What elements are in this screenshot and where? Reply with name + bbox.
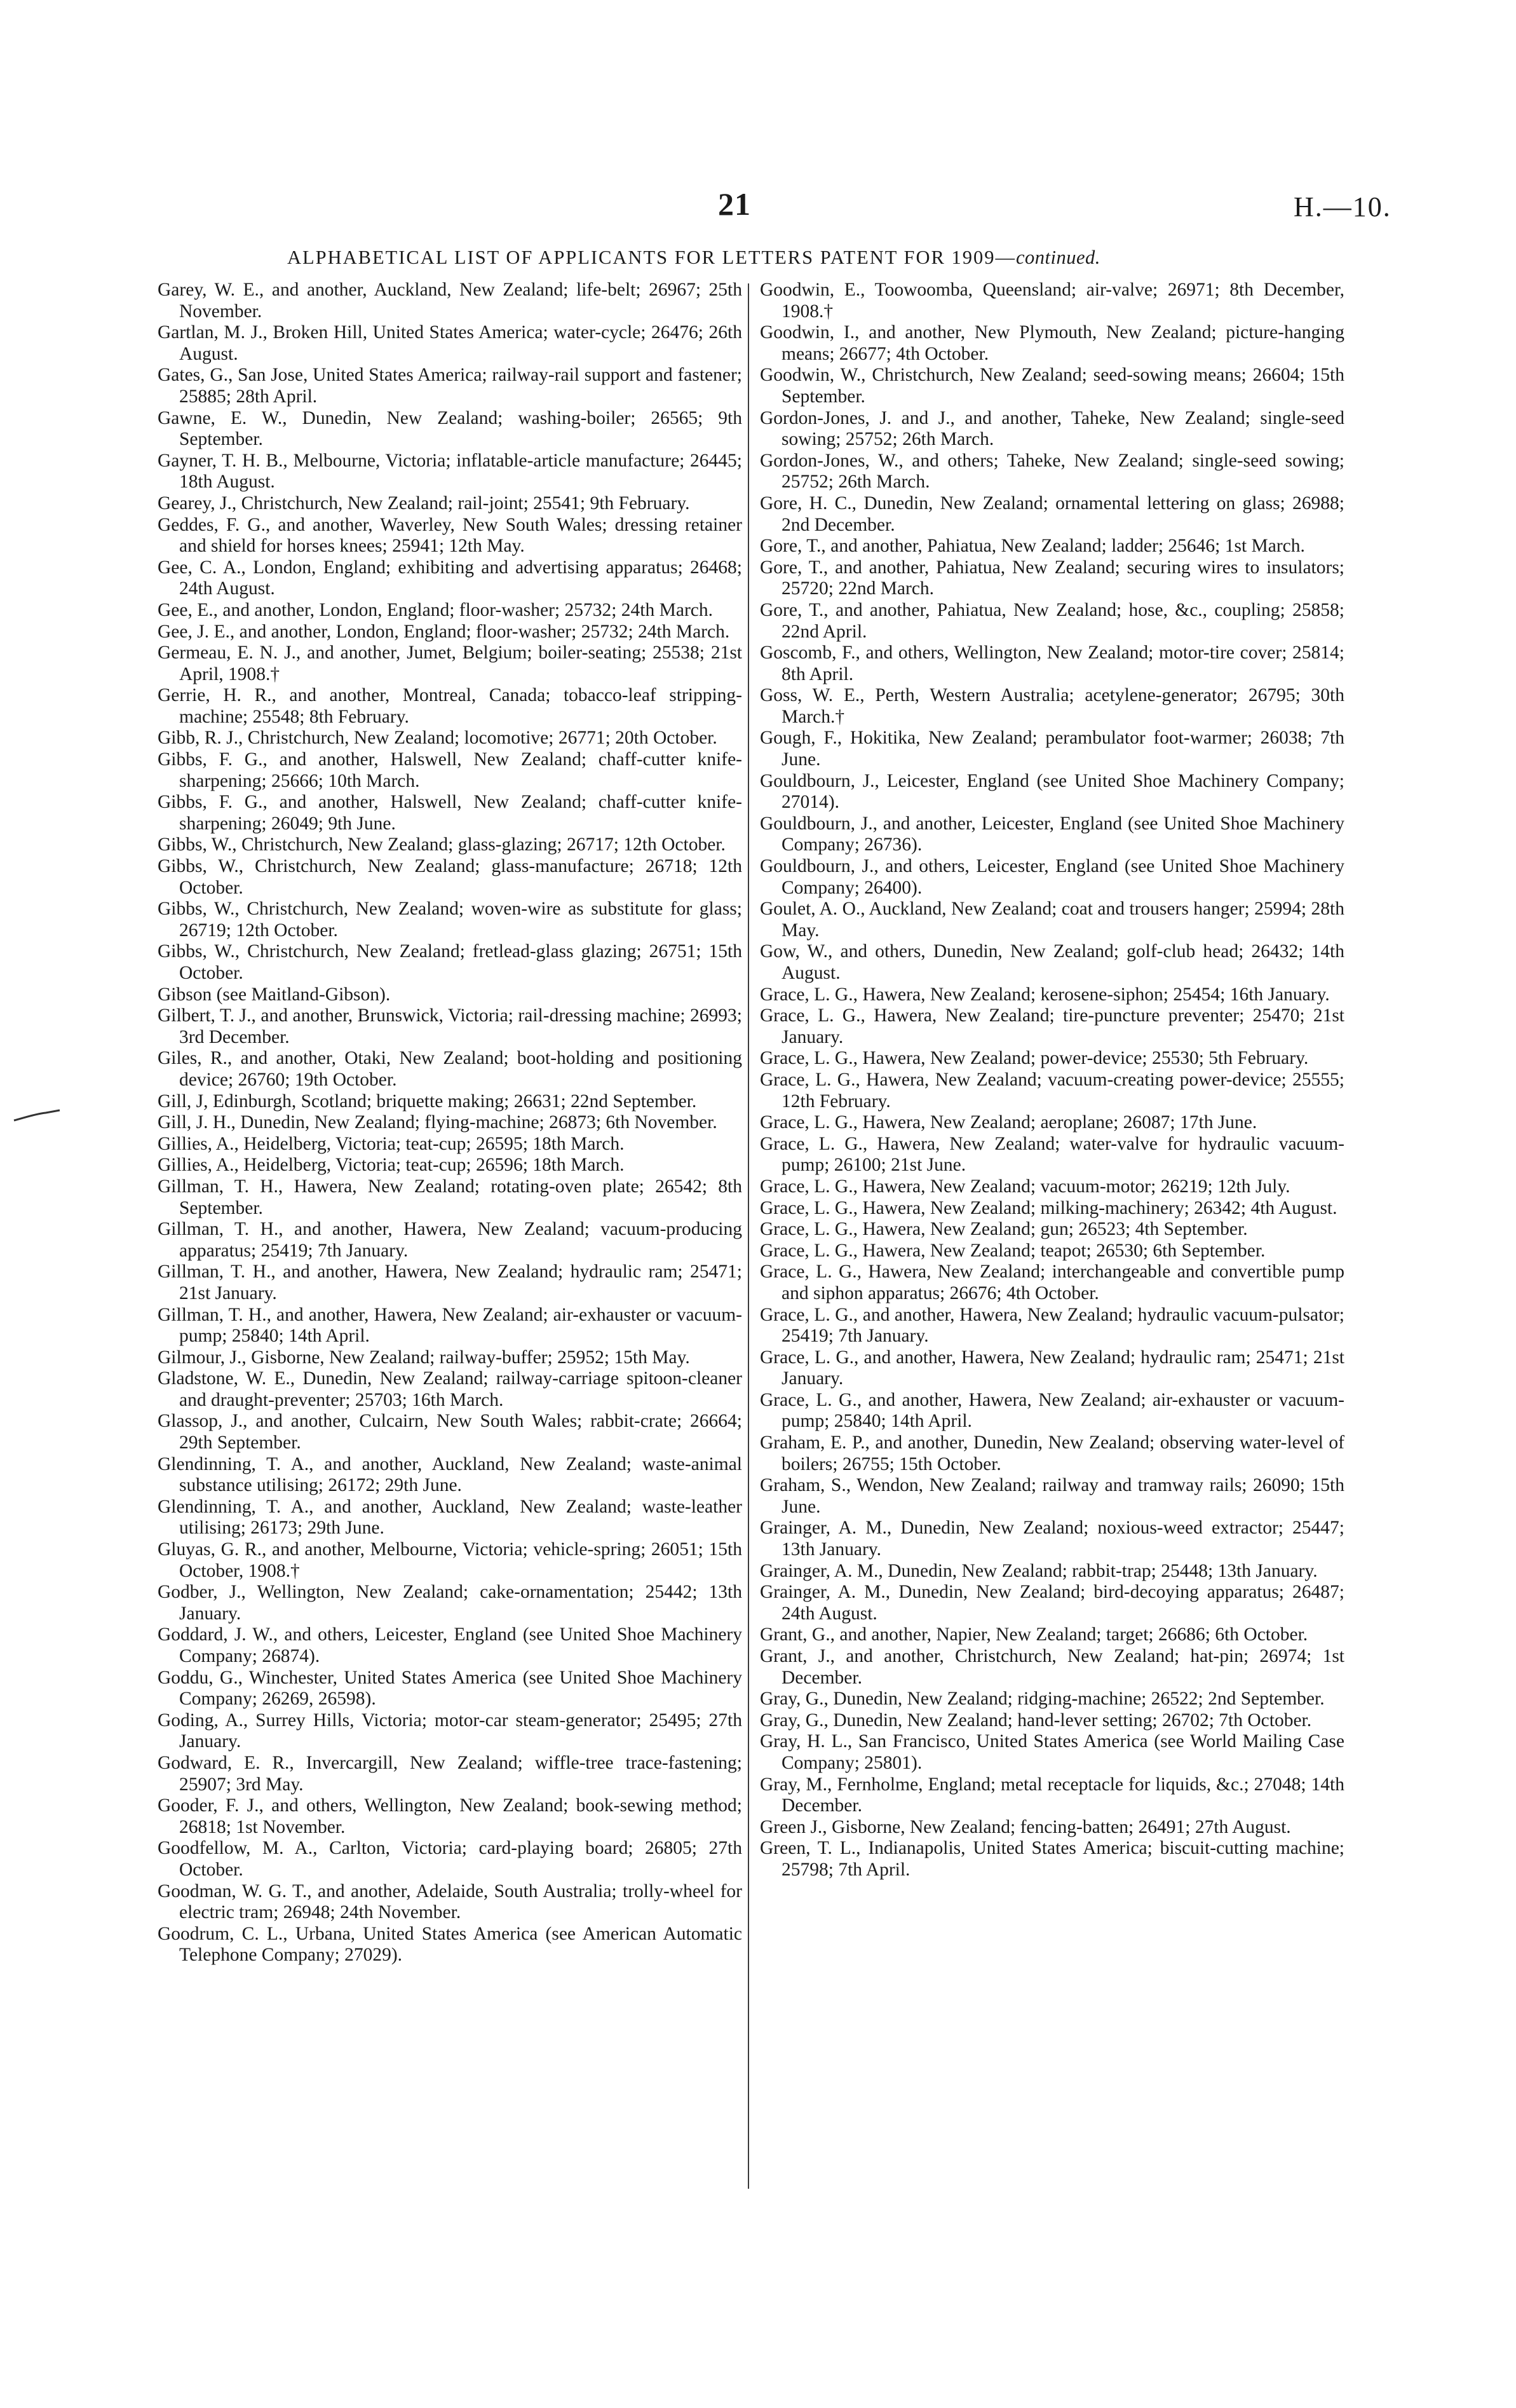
list-heading <box>287 247 1329 269</box>
list-entry: Green, T. L., Indianapolis, United States America; biscuit-cutting machine; 25798; 7th April. <box>760 1838 1344 1880</box>
list-entry: Gow, W., and others, Dunedin, New Zealand; golf-club head; 26432; 14th August. <box>760 941 1344 983</box>
list-heading-text: ALPHABETICAL LIST OF APPLICANTS FOR LETTERS PATENT FOR 1909— <box>287 247 1016 268</box>
list-entry: Gough, F., Hokitika, New Zealand; perambulator foot-warmer; 26038; 7th June. <box>760 728 1344 770</box>
list-entry: Geddes, F. G., and another, Waverley, New South Wales; dressing retainer and shield for horses knees; 25941; 12th May. <box>158 514 742 557</box>
list-entry: Gillies, A., Heidelberg, Victoria; teat-cup; 26596; 18th March. <box>158 1155 625 1176</box>
list-entry: Gillman, T. H., and another, Hawera, New Zealand; air-exhauster or vacuum-pump; 25840; 14th April. <box>158 1304 742 1347</box>
document-reference: H.—10. <box>1294 191 1391 222</box>
list-entry: Goddu, G., Winchester, United States America (see United Shoe Machinery Company; 26269, 26598). <box>158 1667 742 1710</box>
list-entry: Godber, J., Wellington, New Zealand; cake-ornamentation; 25442; 13th January. <box>158 1582 742 1624</box>
list-entry: Gibbs, W., Christchurch, New Zealand; woven-wire as substitute for glass; 26719; 12th October. <box>158 899 742 941</box>
list-heading-continued: continued. <box>1015 247 1100 268</box>
list-entry: Grace, L. G., and another, Hawera, New Zealand; hydraulic vacuum-pulsator; 25419; 7th January. <box>760 1304 1344 1347</box>
list-entry: Gee, E., and another, London, England; floor-washer; 25732; 24th March. <box>158 599 713 620</box>
list-entry: Gore, T., and another, Pahiatua, New Zealand; ladder; 25646; 1st March. <box>760 536 1305 557</box>
list-entry: Gerrie, H. R., and another, Montreal, Canada; tobacco-leaf stripping-machine; 25548; 8th February. <box>158 685 742 727</box>
list-entry: Glendinning, T. A., and another, Auckland, New Zealand; waste-animal substance utilising; 26172; 29th June. <box>158 1453 742 1496</box>
list-entry: Gilbert, T. J., and another, Brunswick, Victoria; rail-dressing machine; 26993; 3rd December. <box>158 1005 742 1047</box>
list-entry: Glassop, J., and another, Culcairn, New South Wales; rabbit-crate; 26664; 29th September. <box>158 1411 742 1453</box>
list-entry: Gayner, T. H. B., Melbourne, Victoria; inflatable-article manufacture; 26445; 18th August. <box>158 450 742 493</box>
list-entry: Green J., Gisborne, New Zealand; fencing-batten; 26491; 27th August. <box>760 1816 1291 1837</box>
list-entry: Gee, C. A., London, England; exhibiting and advertising apparatus; 26468; 24th August. <box>158 557 742 599</box>
list-entry: Gray, G., Dunedin, New Zealand; ridging-machine; 26522; 2nd September. <box>760 1689 1325 1710</box>
list-entry: Gray, M., Fernholme, England; metal receptacle for liquids, &c.; 27048; 14th December. <box>760 1774 1344 1816</box>
list-entry: Gartlan, M. J., Broken Hill, United States America; water-cycle; 26476; 26th August. <box>158 322 742 364</box>
list-entry: Goodrum, C. L., Urbana, United States America (see American Automatic Telephone Company; 27029). <box>158 1923 742 1966</box>
list-entry: Gibbs, F. G., and another, Halswell, New Zealand; chaff-cutter knife-sharpening; 25666; 10th March. <box>158 749 742 791</box>
list-entry: Grainger, A. M., Dunedin, New Zealand; rabbit-trap; 25448; 13th January. <box>760 1560 1318 1581</box>
list-entry: Grainger, A. M., Dunedin, New Zealand; bird-decoying apparatus; 26487; 24th August. <box>760 1582 1344 1624</box>
list-entry: Grace, L. G., and another, Hawera, New Zealand; air-exhauster or vacuum-pump; 25840; 14th April. <box>760 1389 1344 1432</box>
list-entry: Grace, L. G., Hawera, New Zealand; power-device; 25530; 5th February. <box>760 1048 1309 1069</box>
list-entry: Gouldbourn, J., Leicester, England (see United Shoe Machinery Company; 27014). <box>760 770 1344 813</box>
list-entry: Gooder, F. J., and others, Wellington, New Zealand; book-sewing method; 26818; 1st November. <box>158 1795 742 1837</box>
list-entry: Gillman, T. H., and another, Hawera, New Zealand; hydraulic ram; 25471; 21st January. <box>158 1262 742 1303</box>
list-entry: Grainger, A. M., Dunedin, New Zealand; noxious-weed extractor; 25447; 13th January. <box>760 1518 1344 1560</box>
list-entry: Gray, G., Dunedin, New Zealand; hand-lever setting; 26702; 7th October. <box>760 1710 1312 1731</box>
left-column <box>158 280 742 2212</box>
column-divider <box>748 283 749 2189</box>
list-entry: Gore, T., and another, Pahiatua, New Zealand; hose, &c., coupling; 25858; 22nd April. <box>760 599 1344 642</box>
list-entry: Gibbs, W., Christchurch, New Zealand; glass-manufacture; 26718; 12th October. <box>158 856 742 898</box>
page-number: 21 <box>718 186 751 222</box>
list-entry: Gill, J, Edinburgh, Scotland; briquette making; 26631; 22nd September. <box>158 1091 697 1112</box>
list-entry: Gibbs, W., Christchurch, New Zealand; fretlead-glass glazing; 26751; 15th October. <box>158 941 742 983</box>
list-entry: Goodwin, E., Toowoomba, Queensland; air-valve; 26971; 8th December, 1908.† <box>760 280 1344 322</box>
list-entry: Giles, R., and another, Otaki, New Zealand; boot-holding and positioning device; 26760; 19th October. <box>158 1048 742 1090</box>
list-entry: Goodman, W. G. T., and another, Adelaide, South Australia; trolly-wheel for electric tram; 26948; 24th November. <box>158 1881 742 1923</box>
list-entry: Gearey, J., Christchurch, New Zealand; rail-joint; 25541; 9th February. <box>158 493 690 514</box>
list-entry: Grace, L. G., Hawera, New Zealand; vacuum-creating power-device; 25555; 12th February. <box>760 1069 1344 1112</box>
list-entry: Gibbs, W., Christchurch, New Zealand; glass-glazing; 26717; 12th October. <box>158 834 726 855</box>
list-entry: Gilmour, J., Gisborne, New Zealand; railway-buffer; 25952; 15th May. <box>158 1347 690 1368</box>
list-entry: Gordon-Jones, J. and J., and another, Taheke, New Zealand; single-seed sowing; 25752; 26th March. <box>760 407 1344 450</box>
list-entry: Gluyas, G. R., and another, Melbourne, Victoria; vehicle-spring; 26051; 15th October, 1908.† <box>158 1539 742 1581</box>
list-entry: Grant, J., and another, Christchurch, New Zealand; hat-pin; 26974; 1st December. <box>760 1646 1344 1688</box>
list-entry: Grace, L. G., Hawera, New Zealand; tire-puncture preventer; 25470; 21st January. <box>760 1005 1344 1047</box>
list-entry: Graham, E. P., and another, Dunedin, New Zealand; observing water-level of boilers; 26755; 15th October. <box>760 1432 1344 1474</box>
list-entry: Goodwin, I., and another, New Plymouth, New Zealand; picture-hanging means; 26677; 4th October. <box>760 322 1344 364</box>
list-entry: Goulet, A. O., Auckland, New Zealand; coat and trousers hanger; 25994; 28th May. <box>760 899 1344 941</box>
list-entry: Grace, L. G., Hawera, New Zealand; milking-machinery; 26342; 4th August. <box>760 1197 1337 1218</box>
margin-pen-mark <box>13 1109 61 1124</box>
list-entry: Gee, J. E., and another, London, England; floor-washer; 25732; 24th March. <box>158 621 730 642</box>
list-entry: Gates, G., San Jose, United States America; railway-rail support and fastener; 25885; 28th April. <box>158 365 742 407</box>
list-entry: Gillman, T. H., and another, Hawera, New Zealand; vacuum-producing apparatus; 25419; 7th January. <box>158 1219 742 1261</box>
list-entry: Gore, T., and another, Pahiatua, New Zealand; securing wires to insulators; 25720; 22nd March. <box>760 557 1344 599</box>
list-entry: Garey, W. E., and another, Auckland, New Zealand; life-belt; 26967; 25th November. <box>158 280 742 322</box>
list-entry: Gouldbourn, J., and another, Leicester, England (see United Shoe Machinery Company; 26736). <box>760 813 1344 855</box>
list-entry: Goodfellow, M. A., Carlton, Victoria; card-playing board; 26805; 27th October. <box>158 1838 742 1880</box>
list-entry: Gillies, A., Heidelberg, Victoria; teat-cup; 26595; 18th March. <box>158 1133 625 1154</box>
list-entry: Grace, L. G., and another, Hawera, New Zealand; hydraulic ram; 25471; 21st January. <box>760 1347 1344 1389</box>
list-entry: Gibson (see Maitland-Gibson). <box>158 984 391 1005</box>
list-entry: Gibbs, F. G., and another, Halswell, New Zealand; chaff-cutter knife-sharpening; 26049; 9th June. <box>158 792 742 834</box>
list-entry: Grace, L. G., Hawera, New Zealand; aeroplane; 26087; 17th June. <box>760 1112 1257 1133</box>
list-entry: Gladstone, W. E., Dunedin, New Zealand; railway-carriage spitoon-cleaner and draught-preventer; 25703; 16th March. <box>158 1368 742 1410</box>
list-entry: Gouldbourn, J., and others, Leicester, England (see United Shoe Machinery Company; 26400). <box>760 856 1344 898</box>
list-entry: Grace, L. G., Hawera, New Zealand; water-valve for hydraulic vacuum-pump; 26100; 21st June. <box>760 1133 1344 1176</box>
list-entry: Grace, L. G., Hawera, New Zealand; gun; 26523; 4th September. <box>760 1219 1248 1240</box>
list-entry: Grace, L. G., Hawera, New Zealand; kerosene-siphon; 25454; 16th January. <box>760 984 1330 1005</box>
list-entry: Gray, H. L., San Francisco, United States America (see World Mailing Case Company; 25801). <box>760 1731 1344 1773</box>
list-entry: Grace, L. G., Hawera, New Zealand; teapot; 26530; 6th September. <box>760 1240 1266 1261</box>
list-entry: Goss, W. E., Perth, Western Australia; acetylene-generator; 26795; 30th March.† <box>760 685 1344 727</box>
list-entry: Goscomb, F., and others, Wellington, New Zealand; motor-tire cover; 25814; 8th April. <box>760 643 1344 684</box>
list-entry: Grace, L. G., Hawera, New Zealand; interchangeable and convertible pump and siphon apparatus; 26676; 4th October. <box>760 1262 1344 1303</box>
list-entry: Gordon-Jones, W., and others; Taheke, New Zealand; single-seed sowing; 25752; 26th March. <box>760 450 1344 493</box>
list-entry: Gillman, T. H., Hawera, New Zealand; rotating-oven plate; 26542; 8th September. <box>158 1176 742 1218</box>
list-entry: Godward, E. R., Invercargill, New Zealand; wiffle-tree trace-fastening; 25907; 3rd May. <box>158 1752 742 1795</box>
list-entry: Gawne, E. W., Dunedin, New Zealand; washing-boiler; 26565; 9th September. <box>158 407 742 450</box>
list-entry: Gore, H. C., Dunedin, New Zealand; ornamental lettering on glass; 26988; 2nd December. <box>760 493 1344 535</box>
list-entry: Grace, L. G., Hawera, New Zealand; vacuum-motor; 26219; 12th July. <box>760 1176 1290 1197</box>
list-entry: Germeau, E. N. J., and another, Jumet, Belgium; boiler-seating; 25538; 21st April, 1908.† <box>158 643 742 684</box>
list-entry: Grant, G., and another, Napier, New Zealand; target; 26686; 6th October. <box>760 1624 1308 1645</box>
right-column <box>760 280 1344 2212</box>
list-entry: Goding, A., Surrey Hills, Victoria; motor-car steam-generator; 25495; 27th January. <box>158 1710 742 1752</box>
list-entry: Glendinning, T. A., and another, Auckland, New Zealand; waste-leather utilising; 26173; 29th June. <box>158 1496 742 1539</box>
list-entry: Gibb, R. J., Christchurch, New Zealand; locomotive; 26771; 20th October. <box>158 728 717 749</box>
list-entry: Goddard, J. W., and others, Leicester, England (see United Shoe Machinery Company; 26874). <box>158 1624 742 1666</box>
list-entry: Graham, S., Wendon, New Zealand; railway and tramway rails; 26090; 15th June. <box>760 1475 1344 1517</box>
list-entry: Goodwin, W., Christchurch, New Zealand; seed-sowing means; 26604; 15th September. <box>760 365 1344 407</box>
list-entry: Gill, J. H., Dunedin, New Zealand; flying-machine; 26873; 6th November. <box>158 1112 717 1133</box>
